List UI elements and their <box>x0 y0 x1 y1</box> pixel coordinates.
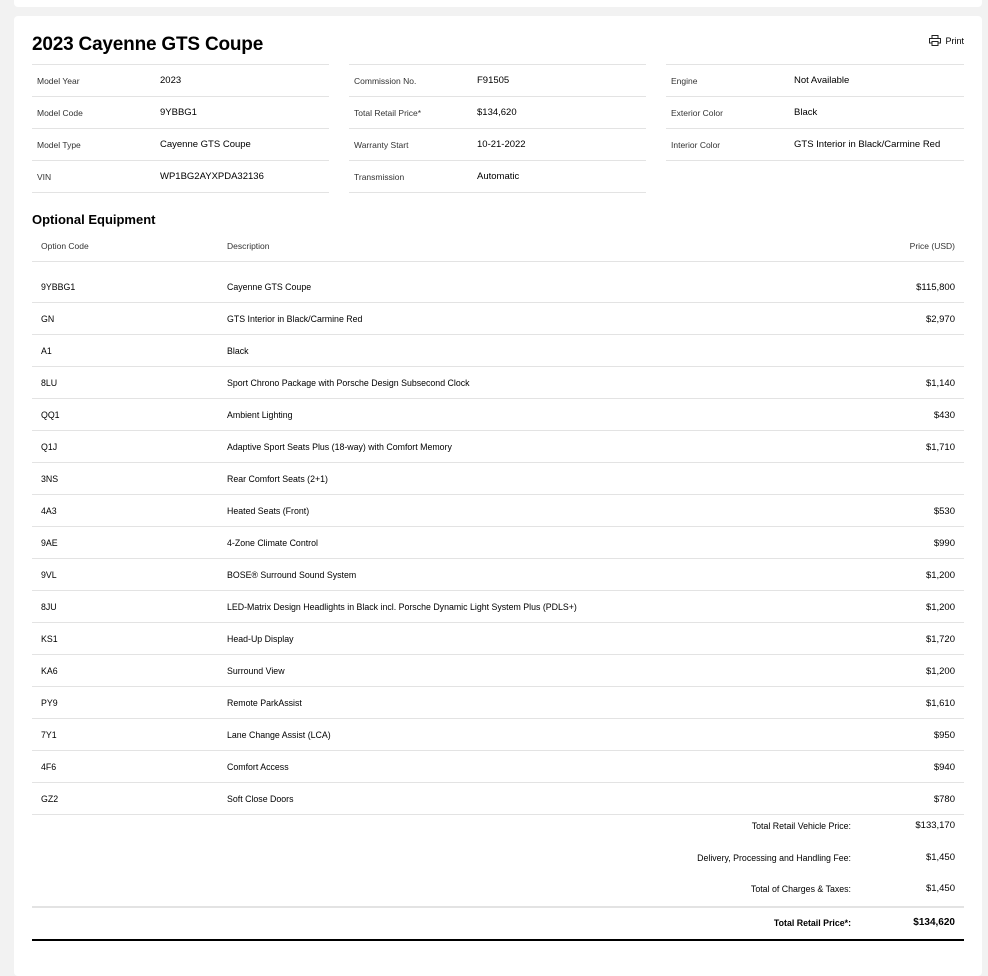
spec-label: Exterior Color <box>671 108 723 118</box>
option-description: Surround View <box>227 666 285 676</box>
page-title: 2023 Cayenne GTS Coupe <box>32 34 264 55</box>
spec-column-1 <box>32 64 329 193</box>
spec-value: 2023 <box>160 75 182 86</box>
option-code: QQ1 <box>41 410 60 420</box>
spec-label: Model Year <box>37 76 80 86</box>
spec-row-exterior-color <box>666 96 964 128</box>
spec-row-model-type <box>32 128 329 160</box>
total-row-vehicle-price <box>32 811 964 843</box>
column-header-price: Price (USD) <box>909 241 955 251</box>
spec-value: F91505 <box>477 75 510 86</box>
table-row <box>32 335 964 367</box>
total-value: $1,450 <box>925 851 955 863</box>
spec-value: $134,620 <box>477 107 517 118</box>
option-code: 8LU <box>41 378 58 388</box>
spec-label: VIN <box>37 172 52 182</box>
spec-row-commission-no <box>349 64 646 96</box>
option-description: GTS Interior in Black/Carmine Red <box>227 314 363 324</box>
option-code: GZ2 <box>41 794 59 804</box>
table-row <box>32 751 964 783</box>
table-row <box>32 271 964 303</box>
option-price: $530 <box>933 506 955 517</box>
table-row <box>32 431 964 463</box>
total-retail-price-label: Total Retail Price*: <box>773 917 851 928</box>
option-code: 8JU <box>41 602 57 612</box>
option-price: $1,140 <box>925 378 955 389</box>
table-row <box>32 495 964 527</box>
option-code: A1 <box>41 346 52 356</box>
table-row <box>32 687 964 719</box>
table-row <box>32 719 964 751</box>
spec-label: Commission No. <box>354 76 417 86</box>
option-code: KS1 <box>41 634 58 644</box>
option-description: Remote ParkAssist <box>227 698 302 708</box>
option-price: $990 <box>933 538 955 549</box>
spec-label: Engine <box>671 76 698 86</box>
spec-value: Black <box>794 107 818 118</box>
option-price: $780 <box>933 794 955 805</box>
table-header <box>32 235 964 262</box>
spec-row-warranty-start <box>349 128 646 160</box>
table-row <box>32 623 964 655</box>
total-label: Delivery, Processing and Handling Fee: <box>697 852 851 863</box>
option-price: $1,200 <box>925 602 955 613</box>
spec-row-model-code <box>32 96 329 128</box>
option-description: Adaptive Sport Seats Plus (18-way) with Comfort Memory <box>227 442 452 452</box>
spec-label: Model Type <box>37 140 81 150</box>
option-price: $1,720 <box>925 634 955 645</box>
spec-value: WP1BG2AYXPDA32136 <box>160 171 264 182</box>
spec-value: Automatic <box>477 171 520 182</box>
option-code: 9AE <box>41 538 58 548</box>
previous-card-edge <box>14 0 982 7</box>
option-code: KA6 <box>41 666 58 676</box>
option-description: 4-Zone Climate Control <box>227 538 318 548</box>
option-code: 9VL <box>41 570 57 580</box>
price-totals <box>32 811 964 941</box>
table-row <box>32 367 964 399</box>
option-code: 4A3 <box>41 506 57 516</box>
option-price: $1,610 <box>925 698 955 709</box>
option-price: $1,710 <box>925 442 955 453</box>
option-description: Black <box>227 346 249 356</box>
option-description: Heated Seats (Front) <box>227 506 310 516</box>
option-price: $115,800 <box>916 282 955 293</box>
table-row <box>32 399 964 431</box>
option-description: Head-Up Display <box>227 634 294 644</box>
column-header-description: Description <box>227 241 270 251</box>
total-row-delivery-fee <box>32 843 964 875</box>
option-description: Cayenne GTS Coupe <box>227 282 312 292</box>
option-price: $940 <box>933 762 955 773</box>
spec-row-model-year <box>32 64 329 96</box>
option-description: Lane Change Assist (LCA) <box>227 730 331 740</box>
spec-value: 10-21-2022 <box>477 139 526 150</box>
column-header-option-code: Option Code <box>41 241 89 251</box>
option-price: $430 <box>933 410 955 421</box>
spec-label: Transmission <box>354 172 405 182</box>
spec-label: Interior Color <box>671 140 721 150</box>
total-value: $133,170 <box>915 820 955 831</box>
table-row <box>32 527 964 559</box>
spec-label: Model Code <box>37 108 83 118</box>
option-price: $1,200 <box>925 570 955 581</box>
table-row <box>32 655 964 687</box>
table-row <box>32 559 964 591</box>
total-retail-price-value: $134,620 <box>913 916 955 928</box>
option-code: 3NS <box>41 474 59 484</box>
vehicle-details-card <box>14 16 982 976</box>
option-code: Q1J <box>41 442 58 452</box>
total-row-retail-price <box>32 906 964 941</box>
option-description: LED-Matrix Design Headlights in Black incl. Porsche Dynamic Light System Plus (PDLS+) <box>227 602 577 612</box>
spec-row-transmission <box>349 160 646 193</box>
spec-value: GTS Interior in Black/Carmine Red <box>794 139 941 150</box>
option-price: $2,970 <box>925 314 955 325</box>
option-description: Rear Comfort Seats (2+1) <box>227 474 328 484</box>
option-price: $1,200 <box>925 666 955 677</box>
spec-row-interior-color <box>666 128 964 161</box>
total-value: $1,450 <box>925 883 955 894</box>
spec-row-vin <box>32 160 329 193</box>
option-description: Ambient Lighting <box>227 410 293 420</box>
option-code: PY9 <box>41 698 58 708</box>
spec-row-engine <box>666 64 964 96</box>
option-description: Sport Chrono Package with Porsche Design Subsecond Clock <box>227 378 470 388</box>
total-row-charges-taxes <box>32 874 964 906</box>
spec-row-total-retail-price <box>349 96 646 128</box>
table-row <box>32 591 964 623</box>
option-description: Comfort Access <box>227 762 289 772</box>
spec-value: Not Available <box>794 75 850 86</box>
total-label: Total Retail Vehicle Price: <box>751 821 851 831</box>
printer-icon <box>929 35 941 46</box>
table-row <box>32 303 964 335</box>
option-price: $950 <box>933 730 955 741</box>
print-button[interactable] <box>929 35 964 46</box>
print-label: Print <box>945 35 964 46</box>
option-code: 4F6 <box>41 762 57 772</box>
option-code: GN <box>41 314 55 324</box>
spec-column-2 <box>349 64 646 193</box>
spec-value: Cayenne GTS Coupe <box>160 139 251 150</box>
spec-label: Warranty Start <box>354 140 409 150</box>
table-body <box>32 271 964 815</box>
spec-label: Total Retail Price* <box>354 108 422 118</box>
table-row <box>32 463 964 495</box>
spec-value: 9YBBG1 <box>160 107 197 118</box>
option-description: BOSE® Surround Sound System <box>227 570 357 580</box>
option-description: Soft Close Doors <box>227 794 294 804</box>
option-code: 7Y1 <box>41 730 57 740</box>
optional-equipment-table <box>32 235 964 815</box>
spec-column-3 <box>666 64 964 161</box>
option-code: 9YBBG1 <box>41 282 76 292</box>
optional-equipment-heading: Optional Equipment <box>32 212 156 227</box>
total-label: Total of Charges & Taxes: <box>750 884 851 894</box>
